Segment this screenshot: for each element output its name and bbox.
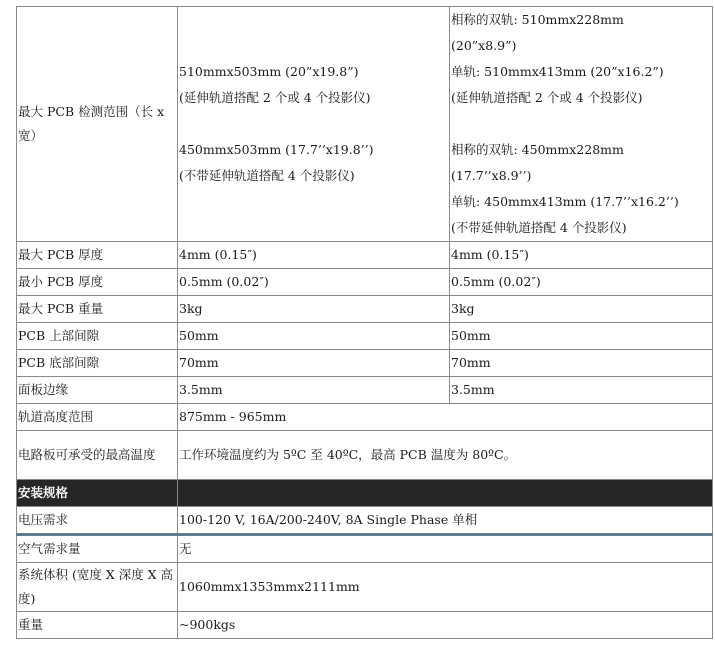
pcb-range-b-line8: (不带延伸轨道搭配 4 个投影仪)	[451, 220, 627, 235]
cell-value: 0.5mm (0.02″)	[178, 269, 450, 296]
cell-value: 50mm	[450, 323, 713, 350]
cell-value: 无	[178, 535, 713, 563]
cell-value: 工作环境温度约为 5ºC 至 40ºC，最高 PCB 温度为 80ºC。	[178, 431, 713, 480]
row-label: 电压需求	[17, 507, 178, 535]
cell-value: 70mm	[178, 350, 450, 377]
cell-value: 3.5mm	[450, 377, 713, 404]
table-row	[17, 404, 713, 431]
pcb-range-a-line3: 450mmx503mm (17.7’’x19.8’’)	[179, 142, 374, 157]
pcb-range-b-line1: 相称的双轨: 510mmx228mm	[451, 12, 624, 27]
row-label: 面板边缘	[17, 377, 178, 404]
spec-table	[16, 6, 713, 639]
row-label-pcb-range: 最大 PCB 检测范围（长 x 宽）	[17, 7, 178, 242]
cell-value: 70mm	[450, 350, 713, 377]
table-row	[17, 323, 713, 350]
table-row	[17, 507, 713, 535]
pcb-range-a-line1: 510mmx503mm (20”x19.8”)	[179, 64, 359, 79]
cell-value: 1060mmx1353mmx2111mm	[178, 563, 713, 612]
row-label: 最小 PCB 厚度	[17, 269, 178, 296]
section-title: 安装规格	[17, 480, 178, 507]
table-row	[17, 242, 713, 269]
table-row	[17, 431, 713, 480]
cell-value: ~900kgs	[178, 612, 713, 639]
cell-value: 4mm (0.15″)	[450, 242, 713, 269]
pcb-range-a-line4: (不带延伸轨道搭配 4 个投影仪)	[179, 168, 355, 183]
table-row	[17, 563, 713, 612]
pcb-range-b-line5: 相称的双轨: 450mmx228mm	[451, 142, 624, 157]
table-row	[17, 7, 713, 242]
cell-value: 875mm - 965mm	[178, 404, 713, 431]
pcb-range-b-line3: 单轨: 510mmx413mm (20”x16.2”)	[451, 64, 664, 79]
row-label: PCB 上部间隙	[17, 323, 178, 350]
pcb-range-model-b	[450, 7, 713, 242]
row-label: 电路板可承受的最高温度	[17, 431, 178, 480]
row-label: 最大 PCB 厚度	[17, 242, 178, 269]
row-label: PCB 底部间隙	[17, 350, 178, 377]
table-row	[17, 350, 713, 377]
row-label: 空气需求量	[17, 535, 178, 563]
cell-value: 3.5mm	[178, 377, 450, 404]
pcb-range-b-line7: 单轨: 450mmx413mm (17.7’’x16.2’’)	[451, 194, 679, 209]
section-header-row	[17, 480, 713, 507]
pcb-range-b-line6: (17.7’’x8.9’’)	[451, 168, 532, 183]
cell-value: 3kg	[178, 296, 450, 323]
table-row	[17, 612, 713, 639]
section-header-fill	[178, 480, 713, 507]
table-row	[17, 296, 713, 323]
table-row	[17, 535, 713, 563]
row-label: 重量	[17, 612, 178, 639]
cell-value: 4mm (0.15″)	[178, 242, 450, 269]
row-label: 最大 PCB 重量	[17, 296, 178, 323]
cell-value: 0.5mm (0.02″)	[450, 269, 713, 296]
table-row	[17, 269, 713, 296]
table-row	[17, 377, 713, 404]
pcb-range-b-line2: (20”x8.9”)	[451, 38, 517, 53]
cell-value: 3kg	[450, 296, 713, 323]
cell-value: 100-120 V, 16A/200-240V, 8A Single Phase 单相	[178, 507, 713, 535]
pcb-range-model-a	[178, 7, 450, 242]
pcb-range-a-line2: (延伸轨道搭配 2 个或 4 个投影仪)	[179, 90, 371, 105]
row-label: 系统体积 (宽度 X 深度 X 高度)	[17, 563, 178, 612]
row-label: 轨道高度范围	[17, 404, 178, 431]
cell-value: 50mm	[178, 323, 450, 350]
pcb-range-b-line4: (延伸轨道搭配 2 个或 4 个投影仪)	[451, 90, 643, 105]
